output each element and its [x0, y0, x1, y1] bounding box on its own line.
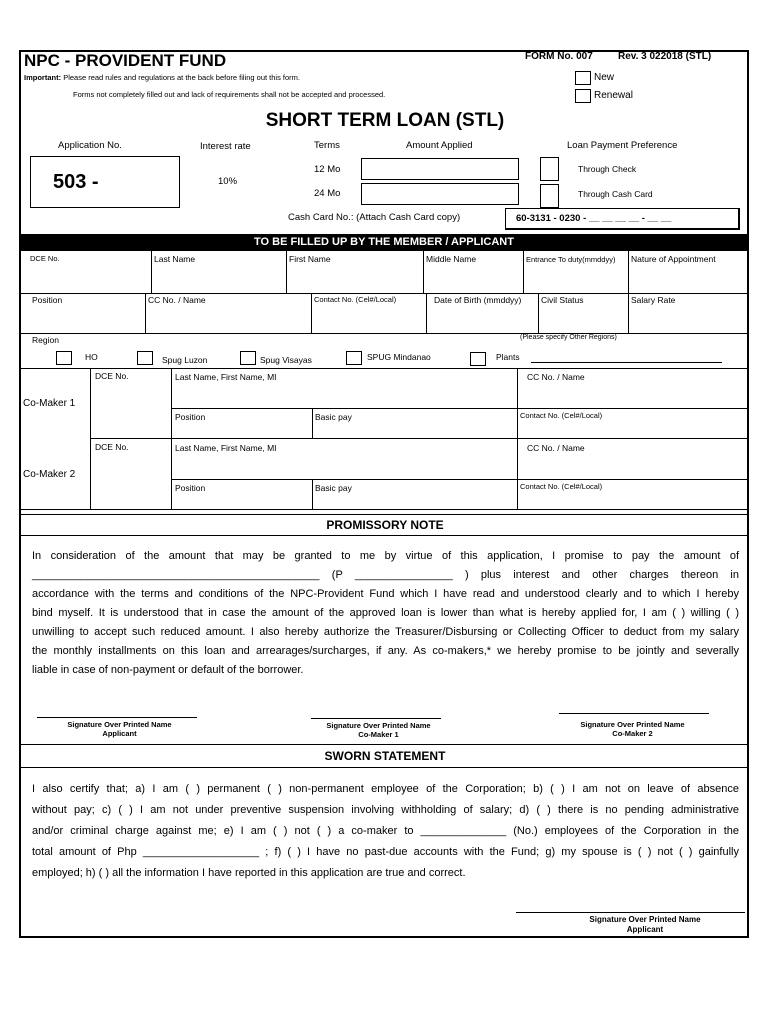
region-label: Region [32, 335, 59, 345]
application-no-value: 503 - [53, 171, 99, 193]
nature-appointment-field[interactable] [629, 265, 748, 292]
entrance-duty-label: Entrance To duty(mmddyy) [526, 255, 616, 264]
promissory-line-5: unwilling to accept such reduced amount. I also hereby authorize the Treasurer/Disbursing or Collecting Officer to deduct from my salary [32, 626, 739, 638]
comaker1-name-label: Last Name, First Name, MI [175, 372, 277, 382]
cash-card-number-value: 60-3131 - 0230 - __ __ __ __ - __ __ [516, 213, 672, 224]
middle-name-field[interactable] [424, 265, 522, 292]
comaker1-position-field[interactable] [172, 422, 311, 437]
first-name-field[interactable] [287, 265, 422, 292]
sworn-text [32, 779, 739, 884]
last-name-label: Last Name [154, 254, 196, 264]
contact-no-label: Contact No. (Cel#/Local) [314, 295, 397, 304]
dce-no-field[interactable] [20, 265, 150, 292]
application-no-box[interactable] [30, 156, 180, 208]
amount-24mo-field[interactable] [361, 183, 519, 205]
comaker2-basic-pay-field[interactable] [313, 493, 516, 508]
incomplete-note: Forms not completely filled out and lack of requirements shall not be accepted and processed. [73, 90, 386, 99]
sworn-line-5: employed; h) ( ) all the information I have reported in this application are true and correct. [32, 867, 466, 879]
through-cash-card-checkbox[interactable] [540, 184, 559, 208]
applicant-signature-role: Applicant [102, 729, 137, 738]
sworn-line-4: total amount of Php ___________________ ; f) ( ) I have no past-due accounts with the Fund; g) my spouse is ( ) not ( ) gainfully [32, 846, 739, 858]
promissory-line-4: bind myself. It is understood that in case the amount of the approved loan is lower than what is hereby applied for, I am ( ) willing ( ) [32, 607, 739, 619]
application-no-label: Application No. [58, 140, 122, 151]
region-spug-mindanao-checkbox[interactable] [346, 351, 362, 365]
salary-rate-field[interactable] [629, 307, 748, 332]
comaker1-signature-line[interactable] [311, 718, 441, 719]
comaker2-basic-pay-label: Basic pay [315, 483, 352, 493]
amount-applied-label: Amount Applied [406, 140, 473, 151]
important-label: Important: [24, 73, 62, 82]
comaker1-basic-pay-label: Basic pay [315, 412, 352, 422]
cc-no-name-field[interactable] [146, 307, 310, 332]
terms-label: Terms [314, 140, 340, 151]
region-plants-label: Plants [496, 352, 520, 362]
sworn-signature-role: Applicant [626, 925, 664, 934]
comaker1-contact-label: Contact No. (Cel#/Local) [520, 411, 603, 420]
position-field[interactable] [20, 307, 144, 332]
region-spug-mindanao-label: SPUG Mindanao [367, 352, 431, 362]
entrance-duty-field[interactable] [524, 265, 627, 292]
cc-no-name-label: CC No. / Name [148, 295, 206, 305]
comaker2-dce-label: DCE No. [95, 442, 129, 452]
dce-no-label: DCE No. [30, 254, 60, 263]
promissory-line-6: the monthly installments on this loan and arrearages/surcharges, if any. As co-makers,* we hereby promise to be jointly and severally [32, 645, 739, 657]
sworn-signature-line[interactable] [516, 912, 745, 913]
interest-rate-label: Interest rate [200, 141, 251, 152]
promissory-line-7: liable in case of non-payment or default of the borrower. [32, 664, 304, 676]
new-checkbox[interactable] [575, 71, 591, 85]
promissory-line-1: In consideration of the amount that may be granted to me by virtue of this application, I promise to pay the amount of [32, 550, 739, 562]
comaker1-dce-label: DCE No. [95, 371, 129, 381]
comaker2-position-field[interactable] [172, 493, 311, 508]
comaker2-cc-label: CC No. / Name [527, 443, 585, 453]
region-spug-visayas-label: Spug Visayas [260, 355, 312, 365]
date-of-birth-field[interactable] [427, 307, 537, 332]
promissory-line-2: _______________________________________________ (P ________________ ) plus interest and other charges thereon in [32, 569, 739, 581]
interest-rate-value: 10% [218, 176, 238, 187]
payment-preference-label: Loan Payment Preference [567, 140, 678, 151]
applicant-signature-caption: Signature Over Printed Name [67, 720, 172, 729]
comaker1-basic-pay-field[interactable] [313, 422, 516, 437]
sworn-line-3: and/or criminal charge against me; e) I am ( ) not ( ) a co-maker to ______________ (No.) employees of the Corporation in the [32, 825, 739, 837]
form-title: SHORT TERM LOAN (STL) [265, 110, 505, 131]
comaker1-position-label: Position [175, 412, 206, 422]
sworn-signature-caption: Signature Over Printed Name [589, 915, 701, 924]
comaker2-position-label: Position [175, 483, 206, 493]
comaker1-name-field[interactable] [172, 383, 516, 407]
comaker1-label: Co-Maker 1 [23, 398, 76, 409]
region-spug-luzon-label: Spug Luzon [162, 355, 208, 365]
region-spug-visayas-checkbox[interactable] [240, 351, 256, 365]
first-name-label: First Name [289, 254, 331, 264]
promissory-line-3: accordance with the terms and conditions of the NPC-Provident Fund which I have read and understood clearly and to which I hereby [32, 588, 739, 600]
salary-rate-label: Salary Rate [631, 295, 676, 305]
sworn-title: SWORN STATEMENT [324, 749, 446, 763]
comaker2-dce-field[interactable] [91, 454, 170, 508]
comaker1-signature-caption: Signature Over Printed Name [326, 721, 431, 730]
member-section-bar: TO BE FILLED UP BY THE MEMBER / APPLICANT [19, 234, 749, 251]
renewal-checkbox[interactable] [575, 89, 591, 103]
comaker1-cc-field[interactable] [518, 383, 748, 407]
form-number: FORM No. 007 [525, 51, 593, 62]
term-24-label: 24 Mo [314, 188, 341, 199]
term-12-label: 12 Mo [314, 164, 341, 175]
comaker2-contact-label: Contact No. (Cel#/Local) [520, 482, 603, 491]
civil-status-field[interactable] [539, 307, 627, 332]
specify-other-note: (Please specify Other Regions) [520, 334, 617, 341]
comaker2-signature-role: Co-Maker 2 [612, 729, 653, 738]
nature-appointment-label: Nature of Appointment [631, 254, 716, 264]
comaker1-dce-field[interactable] [91, 383, 170, 437]
region-ho-checkbox[interactable] [56, 351, 72, 365]
through-cash-card-label: Through Cash Card [578, 189, 653, 199]
region-ho-label: HO [85, 352, 98, 362]
region-spug-luzon-checkbox[interactable] [137, 351, 153, 365]
cash-card-label: Cash Card No.: (Attach Cash Card copy) [288, 212, 461, 223]
contact-no-field[interactable] [312, 307, 425, 332]
renewal-label: Renewal [594, 90, 633, 101]
sworn-line-1: I also certify that; a) I am ( ) permanent ( ) non-permanent employee of the Corporation; b) ( ) I am not on leave of absence [32, 783, 739, 795]
last-name-field[interactable] [152, 265, 285, 292]
sworn-line-2: without pay; c) ( ) I am not under preventive suspension involving withholding of salary; d) ( ) there is no pending administrative [32, 804, 739, 816]
other-region-field[interactable] [531, 362, 722, 363]
comaker2-name-label: Last Name, First Name, MI [175, 443, 277, 453]
important-text: Please read rules and regulations at the back before filing out this form. [63, 73, 300, 82]
civil-status-label: Civil Status [541, 295, 584, 305]
cash-card-number-field[interactable] [505, 208, 740, 230]
comaker2-cc-field[interactable] [518, 454, 748, 478]
through-check-label: Through Check [578, 164, 637, 174]
comaker1-signature-role: Co-Maker 1 [358, 730, 399, 739]
comaker1-cc-label: CC No. / Name [527, 372, 585, 382]
comaker2-signature-line[interactable] [559, 713, 709, 714]
comaker1-contact-field[interactable] [518, 422, 748, 437]
middle-name-label: Middle Name [426, 254, 477, 264]
position-label: Position [32, 295, 63, 305]
comaker2-label: Co-Maker 2 [23, 469, 76, 480]
comaker2-contact-field[interactable] [518, 493, 748, 508]
date-of-birth-label: Date of Birth (mmddyy) [434, 295, 522, 305]
form-revision: Rev. 3 022018 (STL) [618, 51, 712, 62]
promissory-text [32, 547, 739, 680]
promissory-title: PROMISSORY NOTE [326, 518, 444, 532]
region-plants-checkbox[interactable] [470, 352, 486, 366]
new-label: New [594, 72, 615, 83]
through-check-checkbox[interactable] [540, 157, 559, 181]
comaker2-signature-caption: Signature Over Printed Name [580, 720, 685, 729]
amount-12mo-field[interactable] [361, 158, 519, 180]
org-title: NPC - PROVIDENT FUND [24, 51, 227, 70]
comaker2-name-field[interactable] [172, 454, 516, 478]
applicant-signature-line[interactable] [37, 717, 197, 718]
